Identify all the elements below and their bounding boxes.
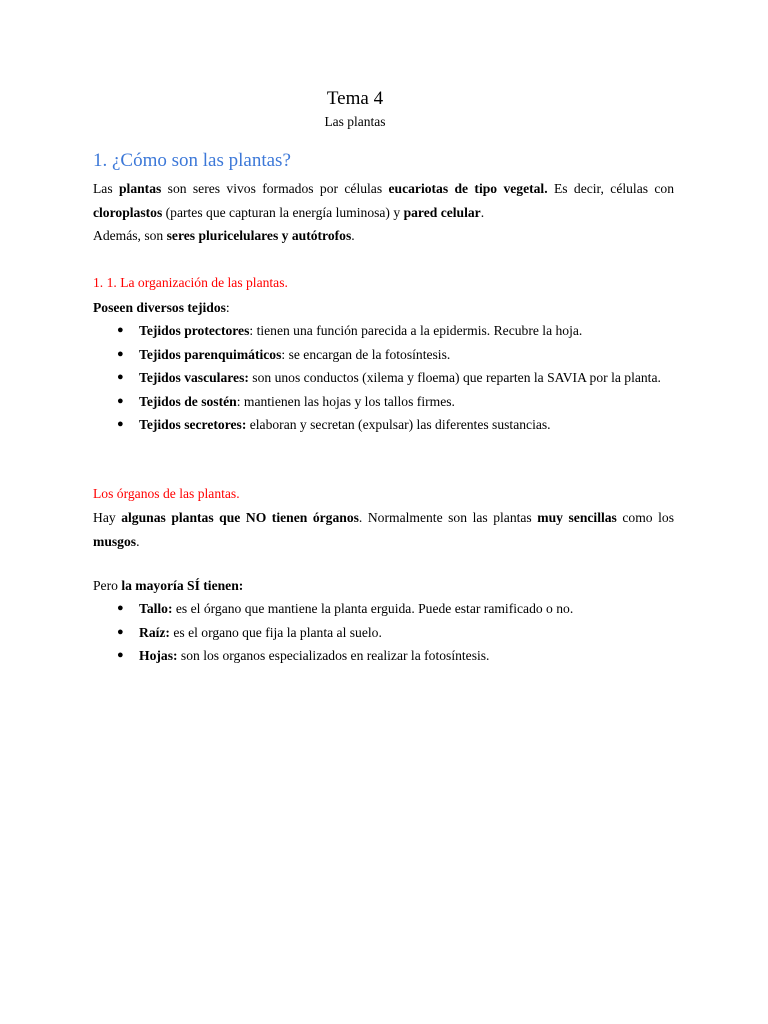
bullet-icon: ● xyxy=(117,602,124,614)
section-1-paragraph-1: Las plantas son seres vivos formados por células eucariotas de tipo vegetal. Es decir, células con cloroplastos (partes que capturan la energía luminosa) y pared celular. xyxy=(93,181,674,220)
list-item: ● Tejidos parenquimáticos: se encargan de la fotosíntesis. xyxy=(93,343,674,367)
list-item: ● Tejidos de sostén: mantienen las hojas y los tallos firmes. xyxy=(93,390,674,414)
section-1-1-heading: 1. 1. La organización de las plantas. xyxy=(93,275,288,290)
bullet-icon: ● xyxy=(117,649,124,661)
bullet-icon: ● xyxy=(117,394,124,407)
list-item: ● Tallo: es el órgano que mantiene la planta erguida. Puede estar ramificado o no. xyxy=(93,597,674,621)
document-title: Tema 4 xyxy=(326,88,384,109)
tejidos-intro: Poseen diversos tejidos: xyxy=(93,300,230,315)
bullet-icon: ● xyxy=(117,418,124,430)
list-item: ● Raíz: es el organo que fija la planta al suelo. xyxy=(93,621,674,645)
bullet-icon: ● xyxy=(117,625,124,638)
organos-list xyxy=(93,597,674,668)
organos-heading: Los órganos de las plantas. xyxy=(93,486,240,501)
list-item: ● Tejidos protectores: tienen una función parecida a la epidermis. Recubre la hoja. xyxy=(93,319,674,343)
organos-paragraph-1: Hay algunas plantas que NO tienen órganos. Normalmente son las plantas muy sencillas como los musgos. xyxy=(93,510,674,549)
section-1-heading: 1. ¿Cómo son las plantas? xyxy=(93,150,291,171)
list-item: ● Tejidos vasculares: son unos conductos (xilema y floema) que reparten la SAVIA por la planta. xyxy=(93,366,674,390)
list-item: ● Tejidos secretores: elaboran y secretan (expulsar) las diferentes sustancias. xyxy=(93,413,674,437)
document-subtitle: Las plantas xyxy=(324,114,386,129)
list-item: ● Hojas: son los organos especializados en realizar la fotosíntesis. xyxy=(93,644,674,668)
bullet-icon: ● xyxy=(117,324,124,336)
tejidos-list xyxy=(93,319,674,437)
section-1-paragraph-2: Además, son seres pluricelulares y autótrofos. xyxy=(93,228,355,243)
bullet-icon: ● xyxy=(117,371,124,383)
bullet-icon: ● xyxy=(117,347,124,360)
organos-paragraph-2: Pero la mayoría SÍ tienen: xyxy=(93,578,244,593)
